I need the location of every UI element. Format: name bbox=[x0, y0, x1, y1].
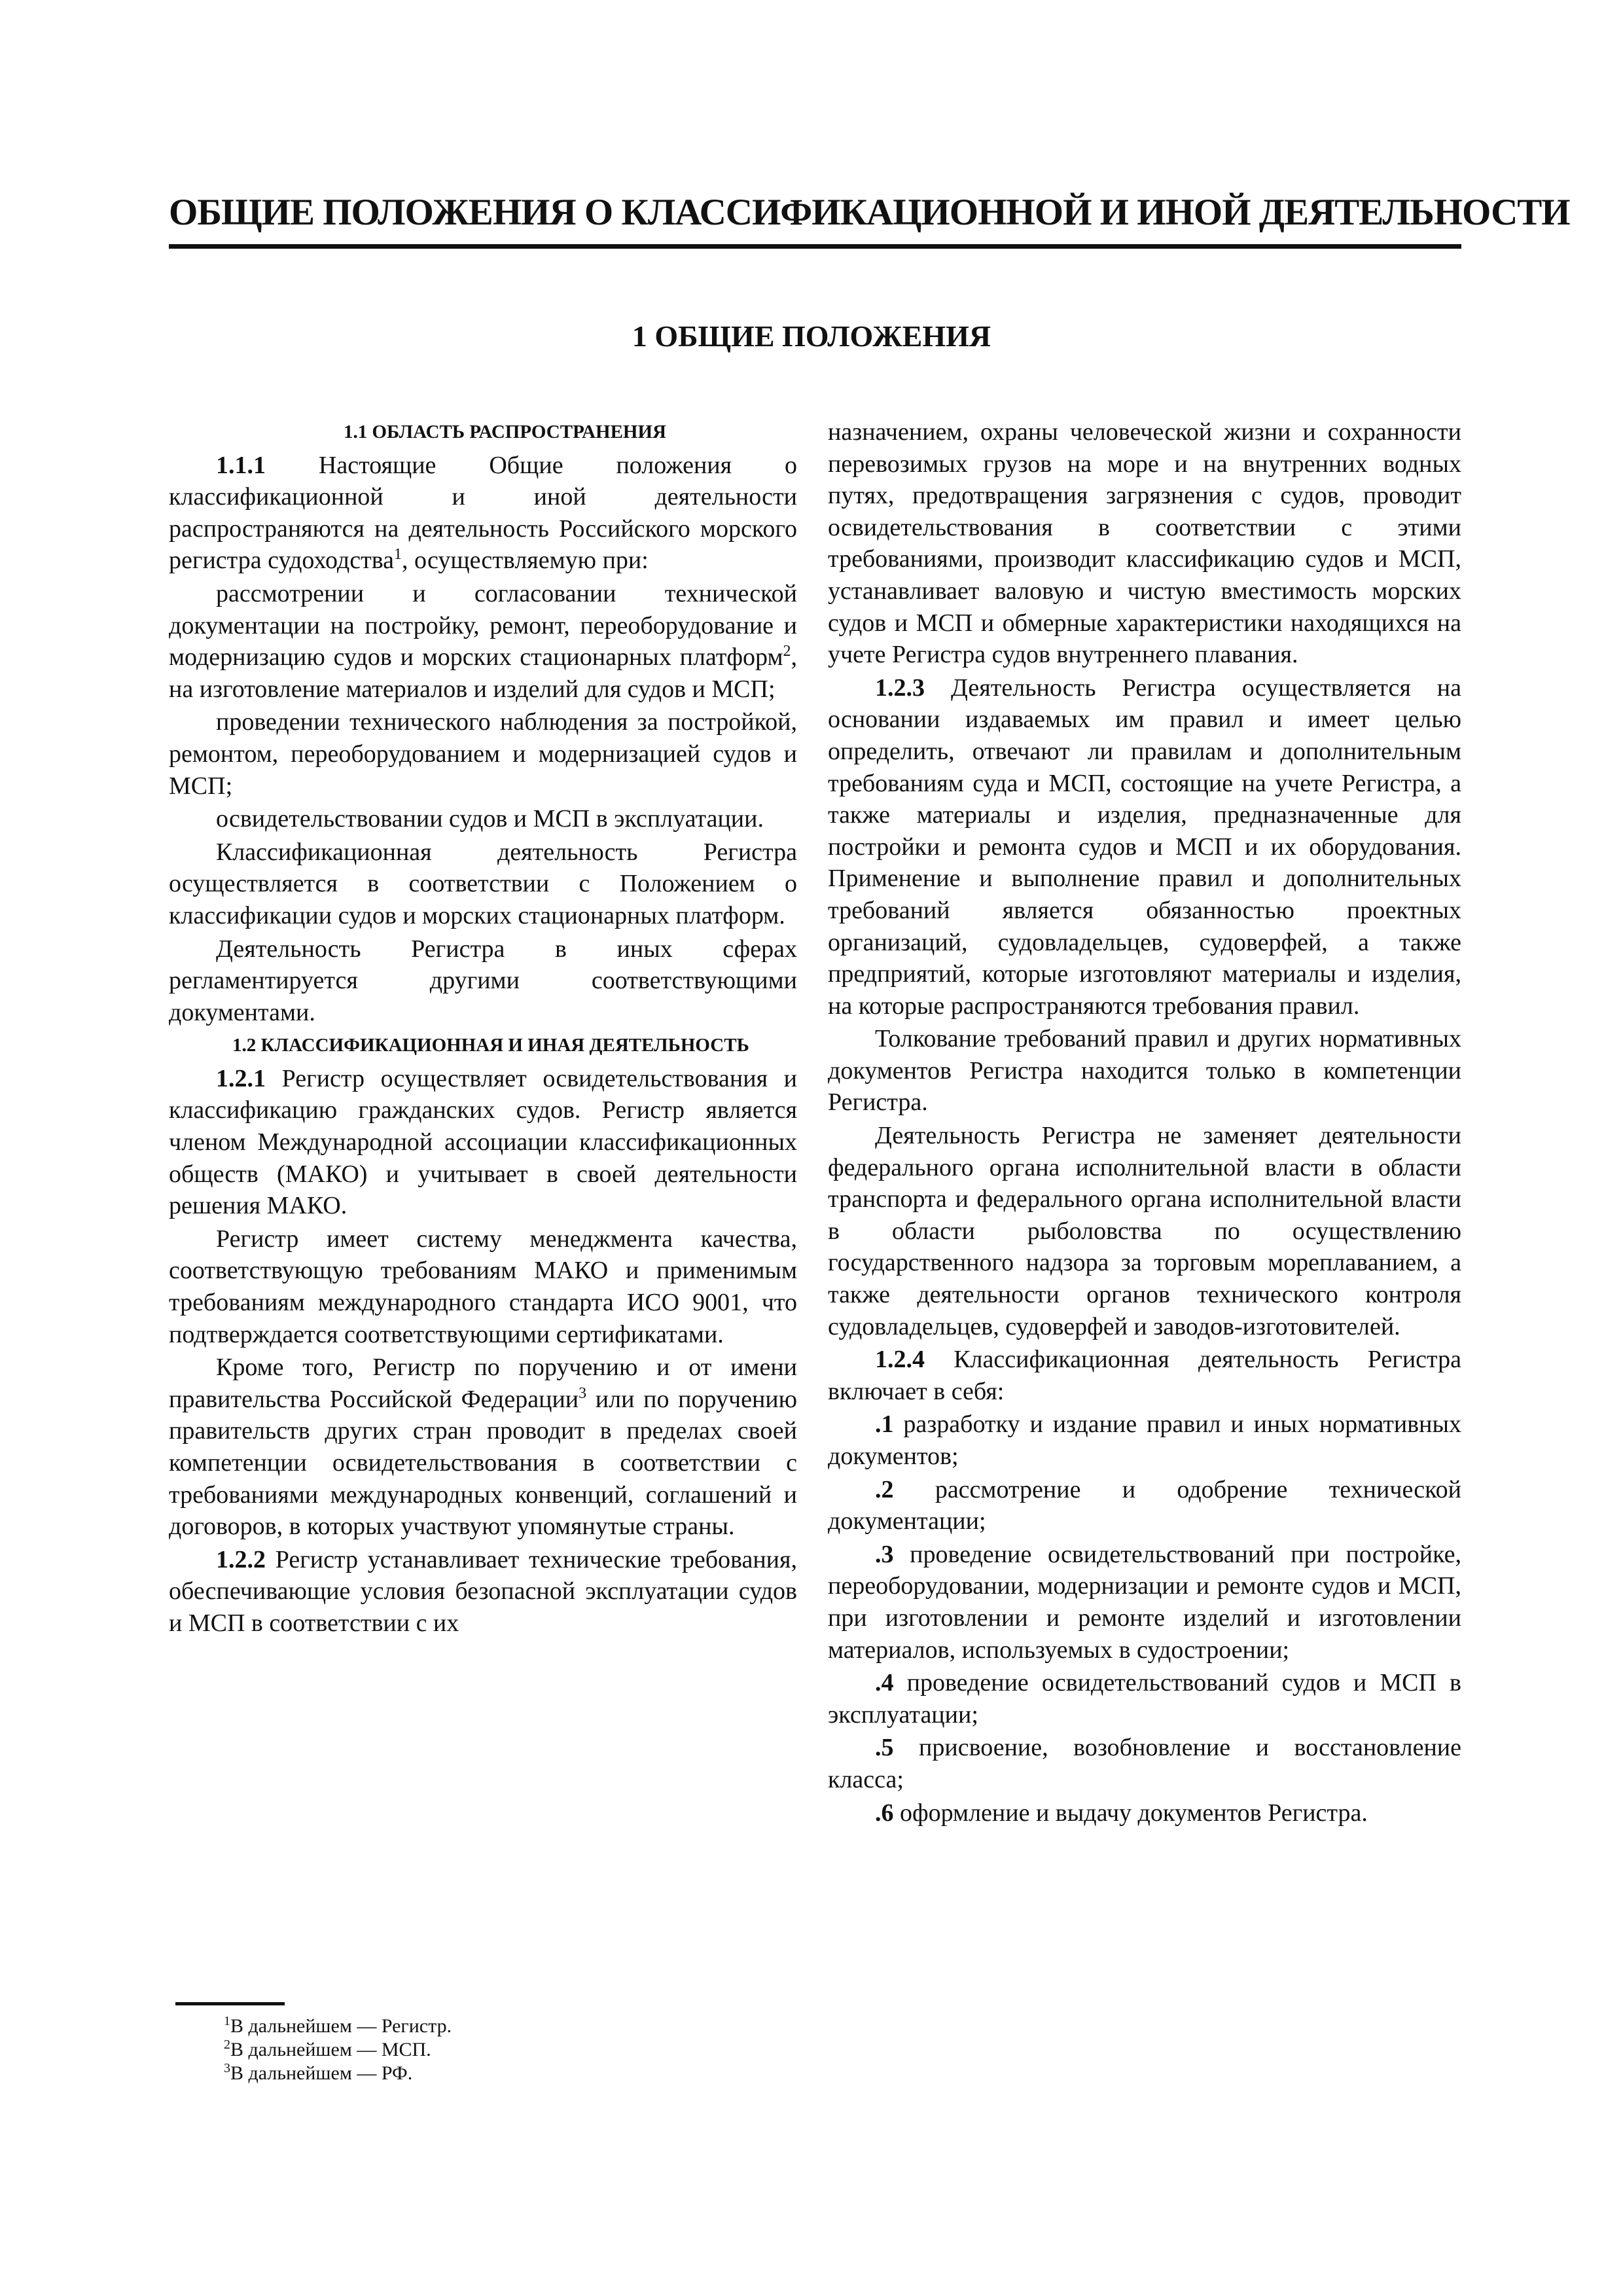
paragraph-1-2-2: 1.2.2 Регистр устанавливает технические требования, обеспечивающие условия безопасной эксплуатации судов и МСП в соответствии с их bbox=[169, 1545, 797, 1637]
paragraph-supervision: проведении технического наблюдения за постройкой, ремонтом, переоборудованием и модернизацией судов и МСП; bbox=[169, 708, 797, 800]
subsection-heading-1-2: 1.2 КЛАССИФИКАЦИОННАЯ И ИНАЯ ДЕЯТЕЛЬНОСТЬ bbox=[232, 1035, 749, 1056]
paragraph-federal-bodies: Деятельность Регистра не заменяет деятельности федерального органа исполнительной власти в области транспорта и федерального органа исполнительной власти в области рыболовства по осуществлению государственного надзора за торговым мореплаванием, а также деятельности органов технического контроля судовладельцев, судоверфей и заводов-изготовителей. bbox=[828, 1122, 1461, 1340]
paragraph-docs-review: рассмотрении и согласовании технической документации на постройку, ремонт, переоборудование и модернизацию судов и морских стационарных платформ$^2$, на изготовление материалов и изделий для судов и МСП; bbox=[169, 579, 797, 703]
paragraph-1-2-1: 1.2.1 Регистр осуществляет освидетельствования и классификацию гражданских судов. Регистр является членом Международной ассоциации классификационных обществ (МАКО) и учитывает в своей деятельности решения МАКО. bbox=[169, 1064, 797, 1220]
footnote-ref-1: 1 bbox=[394, 546, 402, 564]
left-column bbox=[169, 416, 797, 1640]
paragraph-classification: Классификационная деятельность Регистра осуществляется в соответствии с Положением о классификации судов и морских стационарных платформ. bbox=[169, 838, 797, 929]
title-rule bbox=[169, 244, 1461, 249]
paragraph-quality-system: Регистр имеет систему менеджмента качества, соответствующую требованиям МАКО и применимым требованиям международного стандарта ИСО 9001, что подтверждается соответствующими сертификатами. bbox=[169, 1225, 797, 1348]
list-item: .2 рассмотрение и одобрение технической документации; bbox=[828, 1475, 1461, 1535]
right-column bbox=[828, 416, 1461, 1829]
list-item: .3 проведение освидетельствований при постройке, переоборудовании, модернизации и ремонте судов и МСП, при изготовлении и ремонте изделий и изготовлении материалов, используемых в судостроении; bbox=[828, 1540, 1461, 1664]
clause-number: 1.2.2 bbox=[216, 1545, 266, 1573]
paragraph-1-2-4: 1.2.4 Классификационная деятельность Регистра включает в себя: bbox=[828, 1346, 1461, 1405]
clause-number: 1.2.3 bbox=[875, 673, 925, 702]
footnote-ref-3: 3 bbox=[579, 1384, 587, 1402]
paragraph-1-2-3: 1.2.3 Деятельность Регистра осуществляется на основании издаваемых им правил и имеет целью определить, отвечают ли правилам и дополнительным требованиям суда и МСП, состоящие на учете Регистра, а также материалы и изделия, предназначенные для постройки и ремонта судов и МСП и их оборудования. Применение и выполнение правил и дополнительных требований является обязанностью проектных организаций, судовладельцев, судоверфей, а также предприятий, которые изготовляют материалы и изделия, на которые распространяются требования правил. bbox=[828, 673, 1461, 1020]
subsection-heading-1-1: 1.1 ОБЛАСТЬ РАСПРОСТРАНЕНИЯ bbox=[344, 422, 666, 442]
footnote-2: $^2$В дальнейшем — МСП. bbox=[224, 2037, 431, 2060]
footnote-3: $^3$В дальнейшем — РФ. bbox=[224, 2061, 413, 2084]
paragraph-interpretation: Толкование требований правил и других нормативных документов Регистра находится только в компетенции Регистра. bbox=[828, 1025, 1461, 1117]
footnote-ref-2: 2 bbox=[783, 643, 791, 660]
paragraph-surveys: освидетельствовании судов и МСП в эксплуатации. bbox=[216, 805, 764, 833]
paragraph-government: Кроме того, Регистр по поручению и от имени правительства Российской Федерации$^3$ или по поручению правительств других стран проводит в пределах своей компетенции освидетельствования в соответствии с требованиями международных конвенций, соглашений и договоров, в которых участвуют упомянутые страны. bbox=[169, 1354, 798, 1541]
list-item: .5 присвоение, возобновление и восстановление класса; bbox=[828, 1734, 1461, 1793]
list-item: .4 проведение освидетельствований судов и МСП в эксплуатации; bbox=[828, 1669, 1461, 1729]
paragraph-continuation: назначением, охраны человеческой жизни и сохранности перевозимых грузов на море и на внутренних водных путях, предотвращения загрязнения с судов, проводит освидетельствования в соответствии с этими требованиями, производит классификацию судов и МСП, устанавливает валовую и чистую вместимость морских судов и МСП и обмерные характеристики находящихся на учете Регистра судов внутреннего плавания. bbox=[828, 418, 1461, 669]
clause-number: 1.1.1 bbox=[216, 451, 266, 479]
section-title: 1 ОБЩИЕ ПОЛОЖЕНИЯ bbox=[632, 319, 991, 353]
list-item: .1 разработку и издание правил и иных нормативных документов; bbox=[828, 1410, 1461, 1470]
paragraph-1-1-1: 1.1.1 Настоящие Общие положения о классификационной и иной деятельности распространяются на деятельность Российского морского регистра судоходства$^1$, осуществляемую при: bbox=[169, 451, 797, 575]
footnotes bbox=[224, 2015, 452, 2085]
clause-number: 1.2.4 bbox=[875, 1346, 925, 1374]
paragraph-other-activity: Деятельность Регистра в иных сферах регламентируется другими соответствующими документами. bbox=[169, 935, 797, 1026]
footnote-1: $^1$В дальнейшем — Регистр. bbox=[224, 2014, 452, 2037]
list-item: .6 оформление и выдачу документов Регистра. bbox=[875, 1799, 1368, 1827]
page-title: ОБЩИЕ ПОЛОЖЕНИЯ О КЛАССИФИКАЦИОННОЙ И ИНОЙ ДЕЯТЕЛЬНОСТИ bbox=[169, 192, 1570, 233]
clause-number: 1.2.1 bbox=[216, 1064, 266, 1092]
footnote-rule bbox=[175, 2002, 285, 2005]
